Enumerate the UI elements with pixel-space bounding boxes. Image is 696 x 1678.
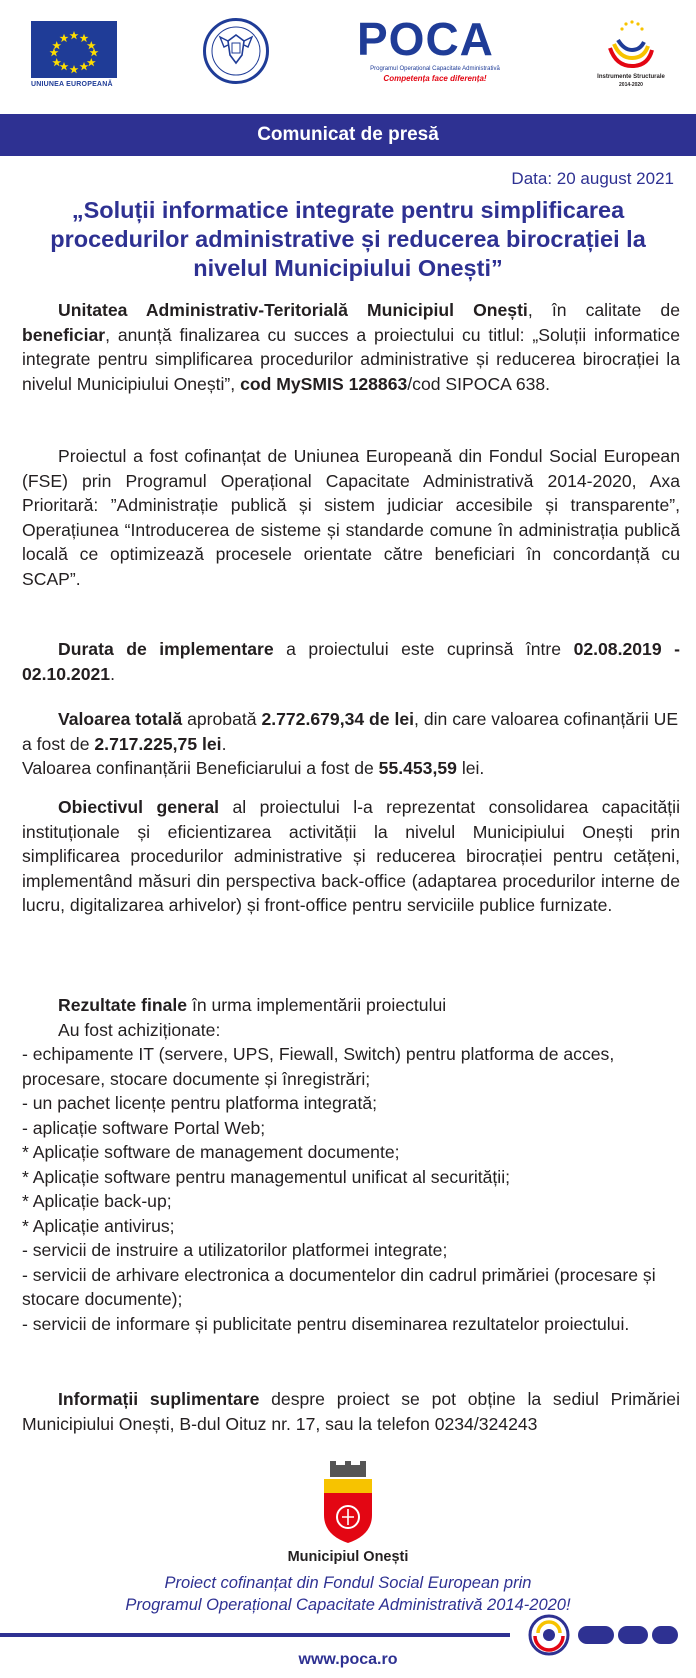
beneficiary-label: beneficiar — [22, 324, 106, 345]
acquired-heading: Au fost achiziționate: — [58, 1019, 221, 1040]
footer-pill-decoration — [652, 1626, 678, 1644]
header-logos — [0, 13, 696, 94]
beneficiary-cofinancing-amount: 55.453,59 — [378, 758, 457, 778]
poca-ring-logo — [528, 1614, 570, 1656]
poca-wordmark: POCA — [357, 13, 494, 65]
poca-slogan: Competența face diferența! — [383, 74, 487, 83]
results-label: Rezultate finale — [58, 995, 188, 1015]
duration-paragraph — [22, 637, 680, 686]
objective-text: al proiectului l-a reprezentat consolidarea capacității instituționale și eficientizarea activității la nivelul Municipiului Onești prin simplificarea procedurilor administrative și reducerea birocrației pentru cetățeni, implementând măsuri din perspectiva back-office (adaptarea procedurilor interne de lucru, digitalizarea arhivelor) și front-office pentru serviciile publice furnizate. — [22, 797, 680, 915]
list-item: * Aplicație software pentru managementul unificat al securității; — [22, 1166, 510, 1187]
beneficiary-name: Unitatea Administrativ-Teritorială Municipiul Onești — [58, 300, 528, 320]
list-item: - servicii de arhivare electronica a documentelor din cadrul primăriei (procesare și stocare documente); — [22, 1264, 656, 1309]
list-item: - echipamente IT (servere, UPS, Fiewall, Switch) pentru platforma de acces, procesare, stocare documente și înregistrări; — [22, 1044, 615, 1089]
contact-text: despre proiect se pot obține la sediul Primăriei Municipiului Onești, B-dul Oituz nr. 17, sau la telefon 0234/324243 — [22, 1389, 681, 1434]
press-release-banner: Comunicat de presă — [0, 114, 696, 156]
mysmis-code: cod MySMIS 128863 — [240, 373, 408, 394]
results-heading — [22, 993, 680, 1018]
footer-pill-decoration — [618, 1626, 648, 1644]
contact-paragraph — [22, 1387, 680, 1436]
onesti-coat-of-arms-logo — [316, 1461, 380, 1545]
poca-website-link[interactable]: www.poca.ro — [298, 1651, 398, 1668]
coat-of-arms-icon — [206, 21, 266, 81]
funding-statement — [0, 1572, 696, 1616]
list-item: * Aplicație back-up; — [22, 1191, 172, 1211]
beneficiary-cofinancing-text: Valoarea confinanțării Beneficiarului a fost de — [22, 758, 379, 778]
footer-divider — [0, 1633, 510, 1637]
value-text-3: . — [221, 733, 227, 754]
poca-logo — [355, 13, 515, 90]
eu-caption: UNIUNEA EUROPEANĂ — [31, 81, 113, 88]
list-item: * Aplicație antivirus; — [22, 1215, 175, 1236]
duration-end: . — [110, 663, 115, 684]
duration-dates: 02.08.2019 - 02.10.2021 — [22, 639, 680, 684]
results-section — [22, 993, 680, 1336]
municipal-crest-icon — [316, 1461, 380, 1545]
structural-instruments-logo — [596, 18, 666, 94]
total-value-label: Valoarea totală — [58, 709, 183, 729]
additional-info-label: Informații suplimentare — [58, 1389, 260, 1409]
list-item: - servicii de instruire a utilizatorilor platformei integrate; — [22, 1240, 448, 1260]
poca-program-name: Programul Operațional Capacitate Administrativă — [370, 66, 500, 72]
footer-pill-decoration — [578, 1626, 614, 1644]
eu-stars-icon — [31, 21, 117, 78]
beneficiary-cofinancing-end: lei. — [456, 758, 485, 778]
objective-label: Obiectivul general — [58, 797, 220, 817]
municipality-name: Municipiul Onești — [287, 1549, 409, 1565]
intro-text-1: , în calitate de — [527, 300, 680, 320]
intro-text-2: , anunță finalizarea cu succes a proiectului cu titlul: „Soluții informatice integrate pentru simplificarea procedurilor administrative și reducerea birocrației la nivelul Municipiului Onești”, — [22, 324, 680, 394]
funding-paragraph: Proiectul a fost cofinanțat de Uniunea Europeană din Fondul Social European (FSE) prin Programul Operațional Capacitate Administrativă 2014-2020, Axa Prioritară: ”Administrație publică și sistem judiciar accesibile și transparente”, Operațiunea “Introducerea de sisteme și standarde comune în administrația publică locală ce optimizează procesele orientate către beneficiari în concordanță cu SCAP”. — [22, 446, 680, 589]
value-text-1: aprobată — [182, 709, 262, 729]
list-item: * Aplicație software de management documente; — [22, 1142, 400, 1162]
funding-line-1: Proiect cofinanțat din Fondul Social European prin — [164, 1574, 532, 1592]
duration-label: Durata de implementare — [58, 639, 274, 659]
structural-instruments-years: 2014-2020 — [619, 82, 643, 88]
value-paragraph — [22, 707, 680, 781]
structural-instruments-icon — [596, 18, 666, 72]
list-item: - aplicație software Portal Web; — [22, 1117, 266, 1138]
objective-paragraph — [22, 795, 680, 918]
structural-instruments-caption: Instrumente Structurale — [597, 74, 665, 80]
total-value-amount: 2.772.679,34 de lei — [261, 709, 415, 729]
eu-flag-logo — [31, 21, 117, 78]
results-intro: în urma implementării proiectului — [187, 995, 447, 1015]
sipoca-code: /cod SIPOCA 638. — [407, 373, 551, 394]
value-text-2: , din care valoarea cofinanțării UE a fost de — [22, 709, 679, 754]
romanian-government-seal-logo — [203, 18, 269, 84]
release-date: Data: 20 august 2021 — [511, 169, 674, 188]
funding-line-2: Programul Operațional Capacitate Administrativă 2014-2020! — [125, 1596, 571, 1614]
poca-ring-icon — [528, 1614, 570, 1656]
list-item: - un pachet licențe pentru platforma integrată; — [22, 1093, 378, 1113]
list-item: - servicii de informare și publicitate pentru diseminarea rezultatelor proiectului. — [22, 1313, 630, 1334]
duration-text: a proiectului este cuprinsă între — [273, 639, 574, 659]
project-title: „Soluții informatice integrate pentru simplificarea procedurilor administrative și reducerea birocrației la nivelul Municipiului Onești” — [50, 197, 646, 281]
intro-paragraph — [22, 298, 680, 396]
eu-cofinancing-amount: 2.717.225,75 lei — [94, 733, 222, 754]
